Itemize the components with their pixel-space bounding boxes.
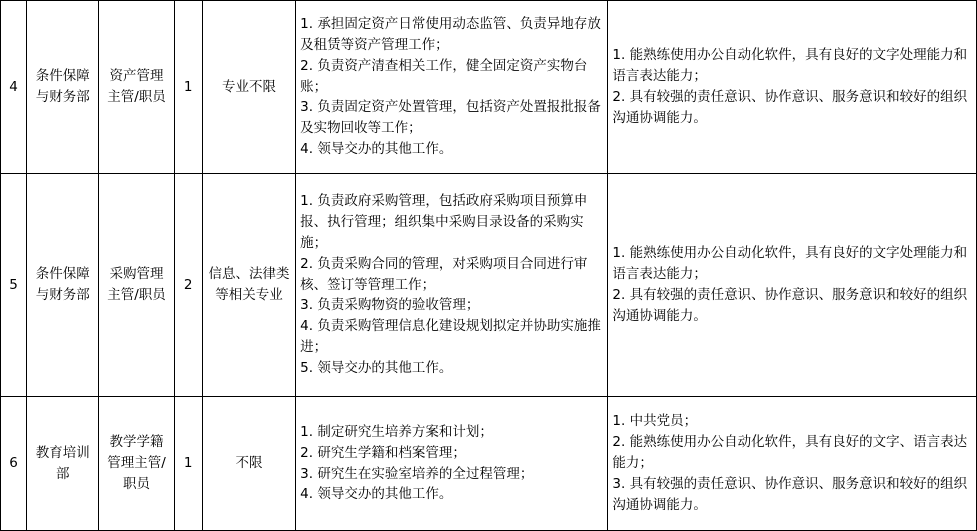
duty-line: 1. 承担固定资产日常使用动态监管、负责异地存放及租赁等资产管理工作； [300,15,601,53]
row-department: 条件保障与财务部 [27,174,99,397]
row-headcount: 1 [174,1,202,174]
row-headcount: 2 [174,174,202,397]
requirement-line: 2. 具有较强的责任意识、协作意识、服务意识和较好的组织沟通协调能力。 [612,89,968,126]
row-major: 专业不限 [202,1,295,174]
table-row [1,397,977,531]
requirement-line: 1. 能熟练使用办公自动化软件，具有良好的文字处理能力和语言表达能力； [612,47,968,85]
row-position: 教学学籍管理主管/职员 [99,397,174,531]
requirement-line: 1. 能熟练使用办公自动化软件，具有良好的文字处理能力和语言表达能力； [612,245,968,283]
duty-line: 3. 研究生在实验室培养的全过程管理； [300,465,534,482]
duty-line: 4. 负责采购管理信息化建设规划拟定并协助实施推进； [300,318,601,356]
duty-line: 2. 研究生学籍和档案管理； [300,444,466,461]
row-duties [296,397,608,531]
duty-line: 2. 负责资产清查相关工作，健全固定资产实物台账； [300,57,588,95]
row-requirements [608,1,977,174]
row-headcount: 1 [174,397,202,531]
duty-line: 1. 负责政府采购管理，包括政府采购项目预算申报、执行管理；组织集中采购目录设备的采购实施； [300,192,588,251]
row-position: 采购管理主管/职员 [99,174,174,397]
row-index: 5 [1,174,27,397]
row-duties [296,174,608,397]
requirement-line: 2. 具有较强的责任意识、协作意识、服务意识和较好的组织沟通协调能力。 [612,287,968,324]
row-position: 资产管理主管/职员 [99,1,174,174]
duty-line: 4. 领导交办的其他工作。 [300,486,453,503]
duty-line: 5. 领导交办的其他工作。 [300,360,453,377]
row-index: 4 [1,1,27,174]
row-department: 教育培训部 [27,397,99,531]
row-duties [296,1,608,174]
requirement-line: 1. 中共党员； [612,413,698,430]
row-index: 6 [1,397,27,531]
table-row [1,1,977,174]
duty-line: 2. 负责采购合同的管理，对采购项目合同进行审核、签订等管理工作； [300,255,588,293]
requirement-line: 2. 能熟练使用办公自动化软件，具有良好的文字、语言表达能力； [612,434,968,472]
duty-line: 4. 领导交办的其他工作。 [300,141,453,158]
duty-line: 3. 负责采购物资的验收管理； [300,297,480,314]
row-requirements [608,174,977,397]
table-row [1,174,977,397]
row-major: 信息、法律类等相关专业 [202,174,295,397]
duty-line: 1. 制定研究生培养方案和计划； [300,423,493,440]
row-department: 条件保障与财务部 [27,1,99,174]
requirement-line: 3. 具有较强的责任意识、协作意识、服务意识和较好的组织沟通协调能力。 [612,475,968,513]
row-major: 不限 [202,397,295,531]
duty-line: 3. 负责固定资产处置管理，包括资产处置报批报备及实物回收等工作； [300,99,601,137]
row-requirements [608,397,977,531]
